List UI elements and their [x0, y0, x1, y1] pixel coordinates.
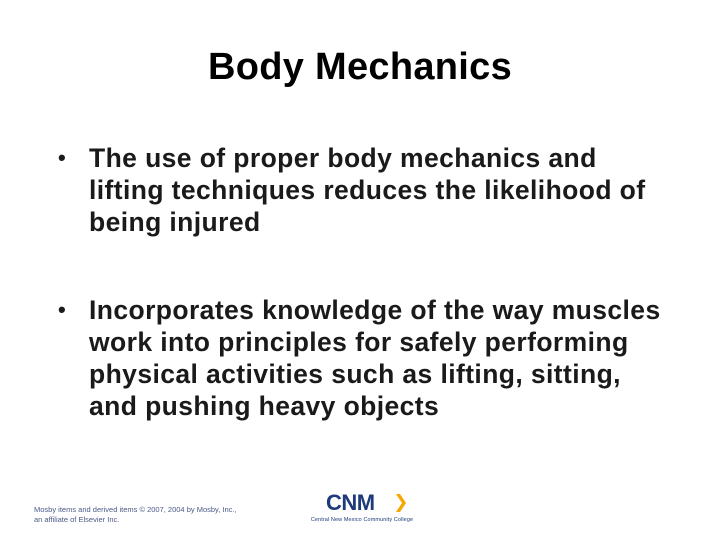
logo-wordmark: CNM	[326, 490, 375, 515]
bullet-text: Incorporates knowledge of the way muscles work into principles for safely performing physical activities such as lifting, sitting, and pushing heavy objects	[89, 295, 661, 421]
cnm-logo	[292, 492, 432, 526]
bullet-marker: •	[58, 297, 67, 322]
copyright-line: Mosby items and derived items © 2007, 2004 by Mosby, Inc.,	[34, 505, 237, 514]
chevron-right-icon	[396, 494, 406, 512]
bullet-text: The use of proper body mechanics and lifting techniques reduces the likelihood of being injured	[89, 143, 646, 237]
copyright-footer	[34, 505, 274, 525]
logo-subtitle: Central New Mexico Community College	[310, 517, 414, 523]
slide-title: Body Mechanics	[207, 46, 513, 88]
bullet-item	[58, 142, 668, 238]
copyright-line: an affiliate of Elsevier Inc.	[34, 515, 120, 524]
bullet-item	[58, 294, 668, 422]
bullet-marker: •	[58, 145, 67, 170]
